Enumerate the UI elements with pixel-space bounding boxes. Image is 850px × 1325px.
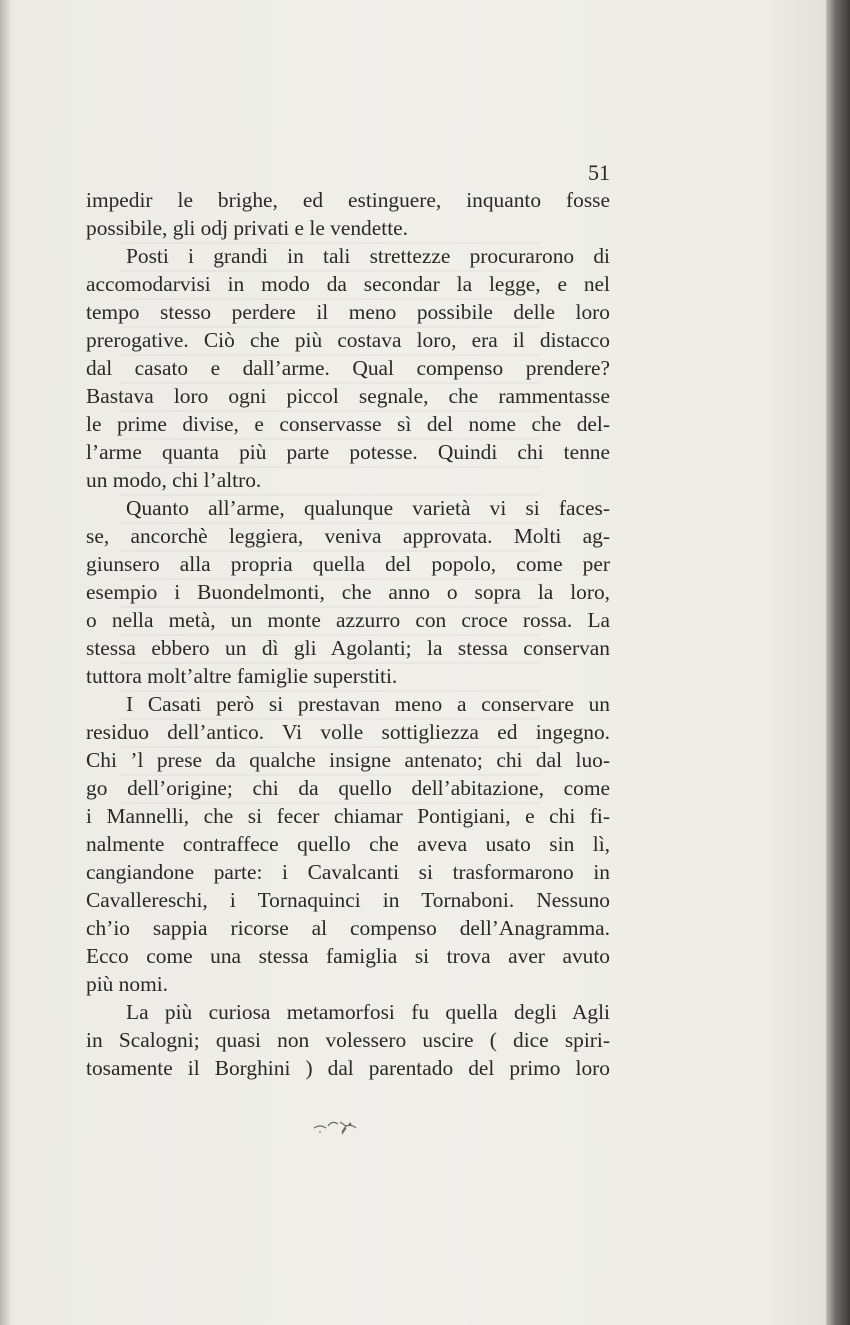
text-line: le prime divise, e conservasse sì del nome che del- (86, 412, 610, 436)
text-line: accomodarvisi in modo da secondar la legge, e nel (86, 272, 610, 296)
text-line: impedir le brighe, ed estinguere, inquanto fosse (86, 188, 610, 212)
text-line: ch’io sappia ricorse al compenso dell’Anagramma. (86, 916, 610, 940)
text-line: tosamente il Borghini ) dal parentado del primo loro (86, 1056, 610, 1080)
text-line: nalmente contraffece quello che aveva usato sin lì, (86, 832, 610, 856)
text-line: tempo stesso perdere il meno possibile delle loro (86, 300, 610, 324)
text-line: in Scalogni; quasi non volessero uscire ( dice spiri- (86, 1028, 610, 1052)
page-number: 51 (588, 160, 610, 185)
next-page-edge (826, 0, 850, 1325)
text-line: residuo dell’antico. Vi volle sottigliezza ed ingegno. (86, 720, 610, 744)
text-line: dal casato e dall’arme. Qual compenso prendere? (86, 356, 610, 380)
text-line: Ecco come una stessa famiglia si trova aver avuto (86, 944, 610, 968)
text-line: Cavallereschi, i Tornaquinci in Tornaboni. Nessuno (86, 888, 610, 912)
text-line: I Casati però si prestavan meno a conservare un (126, 692, 610, 716)
text-line: Chi ’l prese da qualche insigne antenato; chi dal luo- (86, 748, 610, 772)
printer-ornament (306, 1112, 376, 1142)
text-line: stessa ebbero un dì gli Agolanti; la stessa conservan (86, 636, 610, 660)
text-line: Posti i grandi in tali strettezze procurarono di (126, 244, 610, 268)
text-line: cangiandone parte: i Cavalcanti si trasformarono in (86, 860, 610, 884)
text-line: Quanto all’arme, qualunque varietà vi si faces- (126, 496, 610, 520)
text-line: La più curiosa metamorfosi fu quella degli Agli (126, 1000, 610, 1024)
text-line: go dell’origine; chi da quello dell’abitazione, come (86, 776, 610, 800)
text-line: Bastava loro ogni piccol segnale, che rammentasse (86, 384, 610, 408)
text-line: un modo, chi l’altro. (86, 468, 262, 492)
text-line: esempio i Buondelmonti, che anno o sopra la loro, (86, 580, 610, 604)
text-line: tuttora molt’altre famiglie superstiti. (86, 664, 398, 688)
text-line: i Mannelli, che si fecer chiamar Pontigiani, e chi fi- (86, 804, 610, 828)
page-spine-shadow (0, 0, 10, 1325)
text-line: o nella metà, un monte azzurro con croce rossa. La (86, 608, 610, 632)
text-line: più nomi. (86, 972, 169, 996)
body-text (86, 186, 610, 1082)
text-line: prerogative. Ciò che più costava loro, era il distacco (86, 328, 610, 352)
text-line: giunsero alla propria quella del popolo, come per (86, 552, 610, 576)
text-line: se, ancorchè leggiera, veniva approvata. Molti ag- (86, 524, 610, 548)
text-line: l’arme quanta più parte potesse. Quindi chi tenne (86, 440, 610, 464)
text-line: possibile, gli odj privati e le vendette. (86, 216, 408, 240)
